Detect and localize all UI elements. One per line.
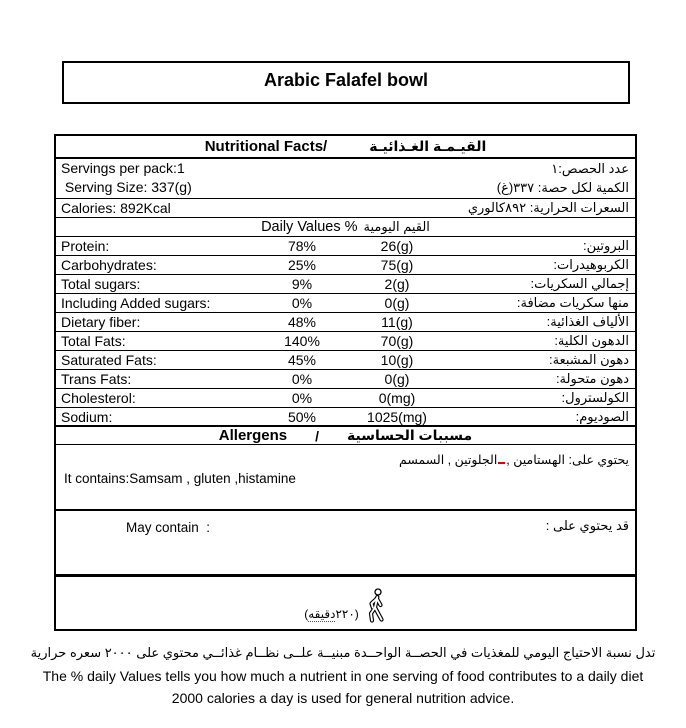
nutrient-label-ar: الألياف الغذائية:: [546, 314, 629, 329]
nutrient-amount: 1025(mg): [367, 408, 427, 425]
nutrient-amount: 0(g): [384, 295, 410, 311]
nutrient-label-ar: البروتين:: [583, 238, 629, 253]
nutrition-facts-table: [54, 134, 637, 631]
nutrient-pct: 78%: [287, 238, 317, 254]
daily-values-en: Daily Values %: [261, 219, 358, 235]
nutrient-label: Sodium:: [61, 408, 113, 425]
nutrient-label: Protein:: [61, 238, 110, 254]
nutrient-label: Carbohydrates:: [61, 257, 157, 273]
serving-size: Serving Size: 337(g): [61, 179, 192, 195]
contains-en: It contains:Samsam , gluten ,histamine: [64, 471, 296, 486]
product-title: Arabic Falafel bowl: [263, 70, 429, 90]
nutrient-label-ar: دهون المشبعة:: [549, 352, 629, 367]
nutrient-label-ar: الدهون الكلية:: [554, 333, 629, 348]
table-row-total-fats: [56, 332, 635, 351]
nutrient-label: Dietary fiber:: [61, 314, 141, 330]
nutrient-label: Total sugars:: [61, 276, 141, 292]
nutrient-label: Including Added sugars:: [61, 295, 211, 311]
product-title-box: [62, 61, 630, 104]
contains-ar: [399, 452, 629, 467]
activity-row: [56, 577, 635, 629]
nutrient-label-ar: الكربوهيدرات:: [553, 257, 629, 272]
table-row-cholesterol: [56, 389, 635, 408]
table-row-added-sugars: [56, 294, 635, 313]
nutrient-pct: 50%: [287, 408, 317, 425]
nutrient-pct: 0%: [291, 295, 313, 311]
nutrient-amount: 75(g): [380, 257, 414, 273]
table-row-dietary-fiber: [56, 313, 635, 332]
footer-disclaimer-en-line2: 2000 calories a day is used for general nutrition advice.: [171, 690, 515, 706]
allergens-header-en: Allergens: [218, 427, 288, 444]
contains-ar-part1: يحتوي على: الهستامين ,: [506, 453, 629, 467]
nutrient-amount: 0(mg): [378, 390, 416, 406]
activity-minutes-label: [304, 607, 359, 621]
daily-values-ar: القيم اليومية: [363, 219, 430, 234]
calories-ar: السعرات الحرارية: ٨٩٢كالوري: [467, 200, 629, 215]
serving-size-ar: الكمية لكل حصة: ٣٣٧(غ): [496, 180, 629, 195]
table-row-carbohydrates: [56, 256, 635, 275]
nutrient-pct: 25%: [287, 257, 317, 273]
may-contain-en: May contain :: [126, 520, 211, 535]
daily-values-header: [56, 218, 635, 237]
table-row-sodium: [56, 408, 635, 427]
activity-unit: دقيقه: [308, 607, 336, 621]
activity-paren: ): [354, 607, 359, 621]
nutrient-label-ar: دهون متحولة:: [555, 371, 629, 386]
may-contain-row: [56, 511, 635, 577]
nutrient-amount: 11(g): [381, 314, 413, 330]
footer-disclaimer-en-line1: The % daily Values tells you how much a nutrient in one serving of food contributes to a daily diet: [42, 668, 644, 684]
nutrient-pct: 9%: [291, 276, 313, 292]
spellcheck-mark: [498, 459, 505, 464]
nutrient-label-ar: الكولسترول:: [561, 390, 629, 405]
nutrient-amount: 70(g): [380, 333, 414, 349]
table-row-saturated-fats: [56, 351, 635, 370]
nutrient-amount: 0(g): [384, 371, 410, 387]
servings-per-pack: Servings per pack:1: [61, 160, 185, 176]
nutrient-pct: 48%: [287, 314, 317, 330]
nutrition-facts-header-ar: القيـمـة الغـذائيـة: [369, 138, 487, 154]
nutrient-amount: 26(g): [380, 238, 414, 254]
nutrient-label: Total Fats:: [61, 333, 126, 349]
nutrient-amount: 2(g): [384, 276, 410, 292]
servings-row: [56, 159, 635, 199]
nutrient-label-ar: منها سكريات مضافة:: [516, 295, 629, 310]
activity-minutes: (٢٢٠: [304, 607, 355, 621]
nutrient-label: Trans Fats:: [61, 371, 132, 387]
servings-ar: [497, 159, 635, 198]
nutrition-facts-header-en: Nutritional Facts/: [204, 138, 328, 155]
table-row-total-sugars: [56, 275, 635, 294]
allergens-header-ar: مسببات الحساسية: [347, 427, 473, 443]
table-row-protein: [56, 237, 635, 256]
allergens-header: [56, 427, 635, 445]
walking-person-icon: [361, 587, 387, 624]
allergens-separator: /: [315, 427, 320, 444]
table-row-trans-fats: [56, 370, 635, 389]
contains-ar-part2: الجلوتين , السمسم: [399, 453, 498, 467]
footer-disclaimer-ar: تدل نسبة الاحتياج اليومي للمغذيات في الحصــة الواحــدة مبنيــة علــى نظــام غذائــي محتوي على ٢٠٠٠ سعره حرارية: [30, 645, 656, 660]
nutrient-pct: 45%: [287, 352, 317, 368]
nutrition-facts-header: [56, 136, 635, 159]
allergens-contains-row: [56, 445, 635, 511]
nutrient-pct: 0%: [291, 371, 313, 387]
nutrient-pct: 140%: [284, 333, 320, 349]
nutrient-amount: 10(g): [380, 352, 414, 368]
may-contain-ar: قد يحتوي على :: [545, 518, 629, 533]
nutrient-label-ar: الصوديوم:: [575, 408, 629, 424]
nutrient-label: Saturated Fats:: [61, 352, 157, 368]
nutrient-label: Cholesterol:: [61, 390, 136, 406]
servings-en: [56, 159, 192, 198]
calories-row: [56, 199, 635, 218]
calories-en: Calories: 892Kcal: [61, 200, 171, 216]
nutrient-label-ar: إجمالي السكريات:: [530, 276, 629, 291]
nutrient-pct: 0%: [291, 390, 313, 406]
servings-per-pack-ar: عدد الحصص:١: [551, 161, 629, 176]
